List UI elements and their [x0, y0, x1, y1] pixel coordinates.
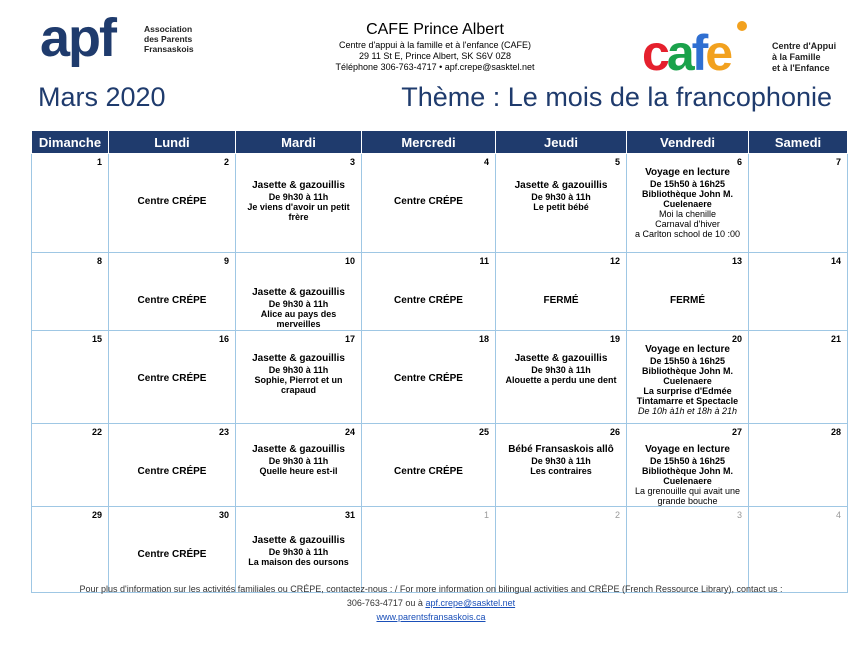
footer-website-line	[0, 610, 862, 624]
day-number: 21	[830, 334, 841, 344]
calendar-day-cell	[627, 507, 749, 593]
weekday-header: Vendredi	[627, 131, 749, 154]
event-detail: La surprise d'Edmée	[643, 386, 732, 396]
day-number: 20	[731, 334, 742, 344]
cafe-org-line: et à l'Enfance	[772, 63, 830, 73]
day-number: 16	[218, 334, 229, 344]
event-detail: Sophie, Pierrot et un crapaud	[254, 375, 343, 395]
day-events	[362, 154, 495, 208]
day-number: 31	[344, 510, 355, 520]
event-time: De 9h30 à 11h	[268, 192, 329, 202]
day-number: 12	[609, 256, 620, 266]
weekday-header: Dimanche	[32, 131, 109, 154]
center-title: CAFE Prince Albert	[366, 21, 504, 38]
event-detail: Bibliothèque John M. Cuelenaere	[642, 466, 733, 486]
event-title: Jasette & gazouillis	[252, 180, 345, 191]
day-events	[627, 154, 748, 239]
day-number: 4	[483, 157, 489, 167]
day-number: 29	[91, 510, 102, 520]
event-detail: Centre CRÉPE	[137, 549, 207, 560]
day-number: 11	[479, 256, 489, 266]
cafe-logo	[642, 20, 768, 80]
event-detail: Bibliothèque John M. Cuelenaere	[642, 366, 733, 386]
event-detail: Bibliothèque John M. Cuelenaere	[642, 189, 733, 209]
event-title: Jasette & gazouillis	[514, 180, 608, 191]
calendar-day-cell	[627, 424, 749, 507]
event-time: De 10h à1h et 18h à 21h	[637, 406, 738, 416]
day-events	[627, 253, 748, 307]
event-detail: FERMÉ	[670, 295, 705, 306]
footer-contact-line	[0, 596, 862, 610]
event-detail: La grenouille qui avait une grande bouche	[634, 486, 741, 506]
day-events	[496, 154, 626, 212]
event-detail: Centre CRÉPE	[394, 466, 463, 477]
event-time: De 9h30 à 11h	[531, 192, 591, 202]
calendar-week-row	[32, 154, 848, 253]
event-time: De 9h30 à 11h	[268, 456, 329, 466]
event-time: De 9h30 à 11h	[268, 365, 329, 375]
calendar-table	[31, 130, 848, 593]
calendar-day-cell	[496, 253, 627, 331]
event-detail: Centre CRÉPE	[137, 466, 207, 477]
event-detail: Le petit bébé	[533, 202, 589, 212]
footer-email-link[interactable]: apf.crepe@sasktel.net	[425, 598, 516, 608]
weekday-header: Samedi	[749, 131, 848, 154]
calendar-day-cell	[749, 331, 848, 424]
day-events	[627, 331, 748, 416]
event-title: Voyage en lecture	[645, 167, 730, 178]
page-header	[0, 0, 862, 125]
event-detail: Centre CRÉPE	[394, 373, 463, 384]
calendar-day-cell	[236, 253, 362, 331]
event-time: De 9h30 à 11h	[531, 456, 591, 466]
day-number: 22	[91, 427, 102, 437]
event-detail: FERMÉ	[543, 295, 579, 306]
day-number: 17	[344, 334, 355, 344]
event-time: De 9h30 à 11h	[268, 547, 329, 557]
calendar-day-cell	[496, 507, 627, 593]
center-address: 29 11 St E, Prince Albert, SK S6V 0Z8	[359, 51, 511, 61]
day-events	[362, 424, 495, 478]
day-events	[236, 154, 361, 222]
event-detail: Quelle heure est-il	[259, 466, 338, 476]
event-time: De 15h50 à 16h25	[649, 356, 726, 366]
apf-org-line: des Parents	[144, 34, 193, 44]
event-detail: Carnaval d'hiver	[655, 219, 720, 229]
day-number: 2	[614, 510, 620, 520]
calendar-day-cell	[627, 154, 749, 253]
event-title: Jasette & gazouillis	[252, 535, 345, 546]
calendar-day-cell	[32, 507, 109, 593]
calendar-day-cell	[496, 331, 627, 424]
day-number: 18	[478, 334, 489, 344]
day-events	[236, 424, 361, 476]
day-events	[109, 507, 235, 561]
day-number: 14	[830, 256, 841, 266]
day-events	[236, 253, 361, 329]
day-events	[362, 253, 495, 307]
apf-logo-text: apf	[40, 8, 115, 68]
day-number: 6	[736, 157, 742, 167]
day-number: 2	[223, 157, 229, 167]
calendar-day-cell	[109, 331, 236, 424]
calendar-body	[32, 154, 848, 593]
apf-org-name	[144, 24, 194, 54]
event-title: Voyage en lecture	[645, 444, 730, 455]
day-events	[496, 424, 626, 476]
calendar-day-cell	[32, 424, 109, 507]
day-number: 3	[349, 157, 355, 167]
event-detail: Alouette a perdu une dent	[505, 375, 617, 385]
day-number: 15	[91, 334, 102, 344]
calendar-day-cell	[749, 424, 848, 507]
day-number: 24	[344, 427, 355, 437]
center-contact: Téléphone 306-763-4717 • apf.crepe@sasktel.net	[335, 62, 535, 72]
event-title: Bébé Fransaskois allô	[508, 444, 614, 455]
event-detail: Je viens d'avoir un petit frère	[247, 202, 350, 222]
day-number: 1	[96, 157, 102, 167]
day-number: 26	[609, 427, 620, 437]
calendar-day-cell	[236, 331, 362, 424]
day-events	[362, 331, 495, 385]
day-number: 23	[218, 427, 229, 437]
weekday-header: Mardi	[236, 131, 362, 154]
day-number: 3	[736, 510, 742, 520]
calendar-day-cell	[627, 331, 749, 424]
day-events	[236, 331, 361, 395]
calendar-week-row	[32, 507, 848, 593]
event-title: Jasette & gazouillis	[252, 444, 345, 455]
month-title: Mars 2020	[38, 82, 166, 112]
weekday-header: Jeudi	[496, 131, 627, 154]
day-number: 30	[218, 510, 229, 520]
page-footer	[0, 582, 862, 624]
weekday-header: Lundi	[109, 131, 236, 154]
footer-website-link[interactable]: www.parentsfransaskois.ca	[376, 612, 486, 622]
calendar-day-cell	[32, 253, 109, 331]
apf-org-line: Fransaskois	[144, 44, 194, 54]
svg-text:cafe: cafe	[642, 25, 731, 80]
event-detail: Centre CRÉPE	[137, 295, 207, 306]
event-detail: Centre CRÉPE	[394, 196, 463, 207]
day-events	[109, 424, 235, 478]
event-detail: a Carlton school de 10 :00	[634, 229, 741, 239]
calendar-week-row	[32, 331, 848, 424]
event-detail: Centre CRÉPE	[394, 295, 463, 306]
event-detail: Moi la chenille	[658, 209, 717, 219]
apf-org-line: Association	[144, 24, 193, 34]
day-events	[109, 253, 235, 307]
day-events	[496, 253, 626, 307]
day-events	[109, 154, 235, 208]
calendar-day-cell	[236, 507, 362, 593]
calendar-day-cell	[749, 507, 848, 593]
center-info	[300, 20, 570, 73]
day-number: 8	[96, 256, 102, 266]
event-title: Jasette & gazouillis	[514, 353, 608, 364]
cafe-org-line: Centre d'Appui	[772, 41, 837, 51]
calendar-day-cell	[362, 154, 496, 253]
calendar-week-row	[32, 253, 848, 331]
event-detail: Centre CRÉPE	[137, 196, 207, 207]
day-events	[109, 331, 235, 385]
day-number: 7	[835, 157, 841, 167]
cafe-org-name	[772, 41, 836, 74]
calendar-day-cell	[749, 253, 848, 331]
day-number: 4	[835, 510, 841, 520]
calendar-week-row	[32, 424, 848, 507]
calendar-day-cell	[749, 154, 848, 253]
day-events	[627, 424, 748, 506]
calendar-day-cell	[109, 507, 236, 593]
weekday-header: Mercredi	[362, 131, 496, 154]
event-detail: Centre CRÉPE	[137, 373, 207, 384]
calendar-day-cell	[496, 154, 627, 253]
calendar-day-cell	[362, 331, 496, 424]
day-number: 27	[731, 427, 742, 437]
event-title: Jasette & gazouillis	[252, 353, 345, 364]
event-detail: La maison des oursons	[248, 557, 349, 567]
day-number: 13	[731, 256, 742, 266]
calendar-day-cell	[236, 424, 362, 507]
calendar-day-cell	[627, 253, 749, 331]
calendar-day-cell	[32, 154, 109, 253]
event-title: Jasette & gazouillis	[252, 287, 345, 298]
calendar-day-cell	[362, 424, 496, 507]
day-number: 25	[478, 427, 489, 437]
center-line: Centre d'appui à la famille et à l'enfance (CAFE)	[338, 40, 532, 50]
calendar-day-cell	[109, 424, 236, 507]
event-time: De 9h30 à 11h	[268, 299, 329, 309]
calendar-day-cell	[496, 424, 627, 507]
calendar-day-cell	[32, 331, 109, 424]
day-number: 9	[223, 256, 229, 266]
day-number: 19	[609, 334, 620, 344]
day-number: 10	[344, 256, 355, 266]
event-detail: Alice au pays des merveilles	[260, 309, 337, 329]
calendar-day-cell	[362, 507, 496, 593]
event-detail: Les contraires	[530, 466, 592, 476]
event-time: De 15h50 à 16h25	[649, 456, 726, 466]
weekday-header-row	[32, 131, 848, 154]
event-time: De 9h30 à 11h	[531, 365, 591, 375]
event-title: Voyage en lecture	[645, 344, 730, 355]
calendar-day-cell	[109, 253, 236, 331]
event-detail: Tintamarre et Spectacle	[636, 396, 739, 406]
day-number: 28	[830, 427, 841, 437]
event-time: De 15h50 à 16h25	[649, 179, 726, 189]
theme-title: Thème : Le mois de la francophonie	[401, 82, 832, 112]
day-events	[236, 507, 361, 567]
calendar-day-cell	[362, 253, 496, 331]
footer-phone: 306-763-4717 ou à	[346, 598, 426, 608]
cafe-org-line: à la Famille	[772, 52, 821, 62]
day-events	[496, 331, 626, 385]
footer-info-text: Pour plus d'information sur les activités familiales ou CRÉPE, contactez-nous : / For more information on bilingual activities and CRÉPE (French Ressource Library), contact us :	[79, 584, 783, 594]
day-number: 5	[614, 157, 620, 167]
calendar-day-cell	[109, 154, 236, 253]
calendar-day-cell	[236, 154, 362, 253]
day-number: 1	[483, 510, 489, 520]
